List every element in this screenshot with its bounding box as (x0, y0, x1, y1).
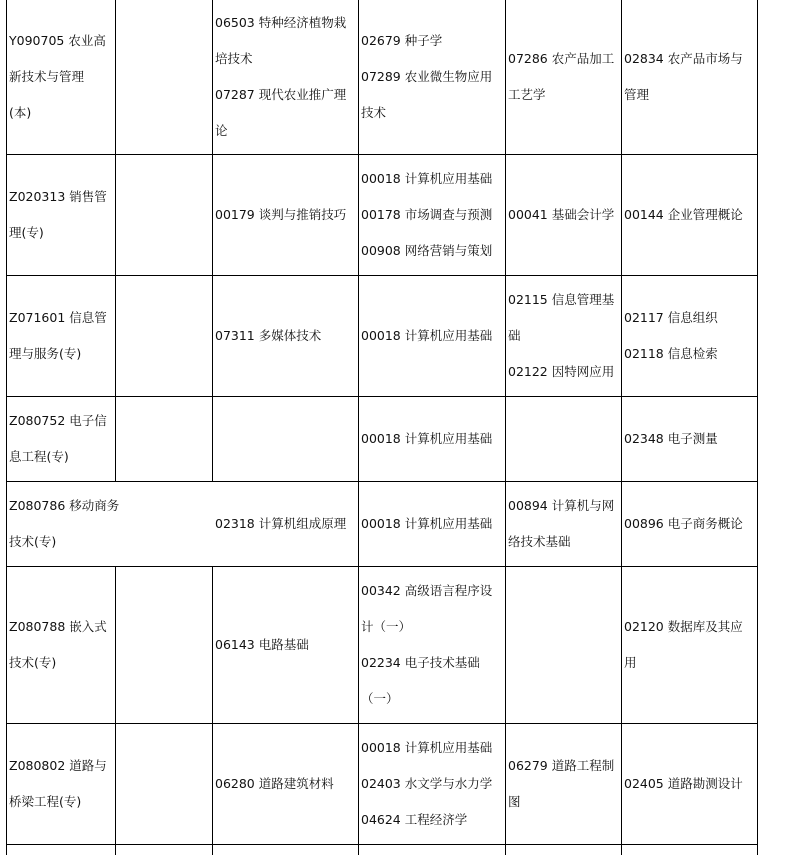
course-cell (506, 276, 621, 396)
course-cell (622, 397, 757, 481)
cell-text: 06503 特种经济植物栽 (215, 15, 347, 30)
course-cell (359, 276, 505, 396)
cell-text: 06279 道路工程制 (508, 758, 615, 773)
course-cell (622, 724, 757, 844)
course-cell (359, 482, 505, 566)
course-cell (359, 567, 505, 723)
cell-text: 理与服务(专) (9, 346, 82, 361)
course-cell (622, 482, 757, 566)
major-cell (7, 724, 115, 844)
cell-text: 02115 信息管理基 (508, 292, 615, 307)
column-divider (115, 566, 116, 855)
major-cell (7, 482, 212, 566)
cell-text: Z020313 销售管 (9, 189, 107, 204)
course-cell (622, 155, 757, 275)
course-cell (622, 567, 757, 723)
cell-text: 技术 (361, 105, 387, 120)
cell-text: 用 (624, 655, 637, 670)
course-cell (213, 155, 358, 275)
cell-text: 00018 计算机应用基础 (361, 328, 493, 343)
cell-text: Z080802 道路与 (9, 758, 107, 773)
cell-text: （一） (361, 691, 399, 706)
cell-text: 00018 计算机应用基础 (361, 740, 493, 755)
cell-text: Z071601 信息管 (9, 310, 107, 325)
cell-text: 02403 水文学与水力学 (361, 776, 493, 791)
cell-text: 02318 计算机组成原理 (215, 516, 347, 531)
cell-text: 00342 高级语言程序设 (361, 583, 493, 598)
cell-text: 技术(专) (9, 534, 57, 549)
cell-text: 00178 市场调查与预测 (361, 207, 493, 222)
cell-text: 04624 工程经济学 (361, 812, 468, 827)
cell-text: 02348 电子测量 (624, 431, 718, 446)
cell-text: Z080786 移动商务 (9, 498, 120, 513)
course-cell (213, 724, 358, 844)
major-cell (7, 276, 115, 396)
cell-text: 新技术与管理 (9, 69, 85, 84)
cell-text: Z080752 电子信 (9, 413, 107, 428)
column-divider (115, 0, 116, 481)
major-cell (7, 0, 115, 154)
major-cell (7, 155, 115, 275)
cell-text: 管理 (624, 87, 650, 102)
cell-text: 00896 电子商务概论 (624, 516, 743, 531)
course-cell (213, 482, 358, 566)
cell-text: 00018 计算机应用基础 (361, 516, 493, 531)
cell-text: 论 (215, 123, 228, 138)
course-cell (359, 397, 505, 481)
course-cell (506, 0, 621, 154)
cell-text: 02122 因特网应用 (508, 364, 615, 379)
cell-text: 理(专) (9, 225, 44, 240)
major-cell (7, 397, 115, 481)
course-cell (359, 724, 505, 844)
cell-text: 02405 道路勘测设计 (624, 776, 743, 791)
course-cell (213, 0, 358, 154)
major-cell (7, 567, 115, 723)
cell-text: 06143 电路基础 (215, 637, 309, 652)
cell-text: 07311 多媒体技术 (215, 328, 322, 343)
cell-text: 00041 基础会计学 (508, 207, 615, 222)
cell-text: 06280 道路建筑材料 (215, 776, 334, 791)
course-cell (359, 155, 505, 275)
course-cell (359, 0, 505, 154)
cell-text: 计（一） (361, 619, 412, 634)
cell-text: 00894 计算机与网 (508, 498, 615, 513)
course-cell (506, 724, 621, 844)
cell-text: 00179 谈判与推销技巧 (215, 207, 347, 222)
row-divider (6, 844, 758, 845)
cell-text: 础 (508, 328, 521, 343)
cell-text: 02120 数据库及其应 (624, 619, 743, 634)
cell-text: 00908 网络营销与策划 (361, 243, 493, 258)
course-cell (506, 482, 621, 566)
cell-text: 桥梁工程(专) (9, 794, 82, 809)
course-cell (213, 567, 358, 723)
cell-text: 图 (508, 794, 521, 809)
cell-text: 02234 电子技术基础 (361, 655, 480, 670)
cell-text: 00144 企业管理概论 (624, 207, 743, 222)
cell-text: Y090705 农业高 (9, 33, 106, 48)
cell-text: Z080788 嵌入式 (9, 619, 107, 634)
cell-text: 02117 信息组织 (624, 310, 718, 325)
cell-text: 技术(专) (9, 655, 57, 670)
course-cell (622, 0, 757, 154)
course-cell (622, 276, 757, 396)
cell-text: 络技术基础 (508, 534, 571, 549)
course-cell (506, 155, 621, 275)
cell-text: 工艺学 (508, 87, 546, 102)
cell-text: 02679 种子学 (361, 33, 443, 48)
course-cell (213, 276, 358, 396)
cell-text: (本) (9, 105, 32, 120)
cell-text: 00018 计算机应用基础 (361, 171, 493, 186)
cell-text: 02834 农产品市场与 (624, 51, 743, 66)
column-divider (757, 0, 758, 855)
cell-text: 00018 计算机应用基础 (361, 431, 493, 446)
cell-text: 息工程(专) (9, 449, 69, 464)
cell-text: 培技术 (215, 51, 253, 66)
cell-text: 07289 农业微生物应用 (361, 69, 493, 84)
cell-text: 07287 现代农业推广理 (215, 87, 347, 102)
cell-text: 07286 农产品加工 (508, 51, 615, 66)
cell-text: 02118 信息检索 (624, 346, 718, 361)
